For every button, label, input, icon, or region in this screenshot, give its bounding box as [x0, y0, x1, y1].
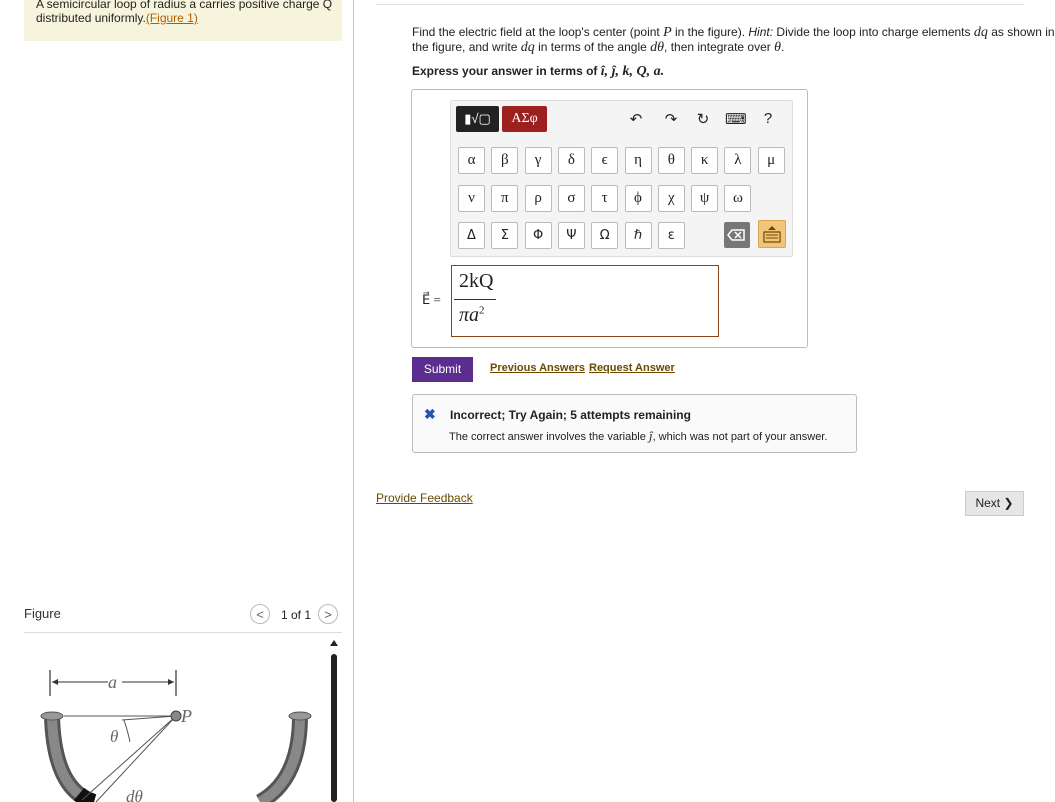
feedback-message-b: , which was not part of your answer.	[652, 431, 828, 443]
provide-feedback-link[interactable]: Provide Feedback	[376, 491, 473, 505]
greek-key[interactable]: ν	[458, 185, 485, 212]
q1c: Divide the loop into charge elements	[773, 25, 974, 39]
templates-button[interactable]: ▮√▢	[456, 106, 499, 132]
point-p-marker	[171, 711, 181, 721]
answer-exponent: 2	[479, 304, 485, 317]
keyboard-shortcuts-icon[interactable]: ⌨	[725, 111, 747, 128]
keyboard-icon	[759, 221, 785, 247]
greek-key[interactable]: Σ	[491, 222, 518, 249]
feedback-title: Incorrect; Try Again; 5 attempts remaining	[450, 408, 691, 422]
undo-icon[interactable]: ↶	[629, 111, 643, 128]
next-button[interactable]: Next ❯	[965, 491, 1024, 516]
q1b: in the figure).	[671, 25, 749, 39]
request-answer-link[interactable]: Request Answer	[589, 362, 675, 374]
greek-key[interactable]: ψ	[691, 185, 718, 212]
answer-denominator	[459, 304, 485, 327]
answer-denominator-text: πa	[459, 304, 480, 326]
fraction-bar	[454, 299, 496, 300]
greek-key[interactable]: θ	[658, 147, 685, 174]
virtual-keyboard-key[interactable]	[758, 220, 786, 248]
label-a: a	[108, 672, 117, 692]
scroll-up-icon[interactable]	[330, 640, 338, 646]
greek-key[interactable]: ϕ	[625, 185, 652, 212]
answer-numerator: 2kQ	[459, 270, 494, 292]
feedback-message-var: ĵ	[648, 428, 653, 443]
feedback-message	[449, 428, 827, 444]
problem-line-2	[36, 11, 342, 25]
backspace-key[interactable]	[724, 222, 750, 248]
greek-key[interactable]: α	[458, 147, 485, 174]
top-divider	[376, 0, 1024, 5]
q2c: , then integrate over	[664, 40, 775, 54]
q2-theta: θ	[774, 40, 781, 55]
greek-key[interactable]: δ	[558, 147, 585, 174]
ray-reference	[122, 716, 176, 720]
figure-scrollbar[interactable]	[330, 640, 338, 802]
greek-key[interactable]: ℏ	[625, 222, 652, 249]
figure-count: 1 of 1	[281, 608, 312, 622]
figure-semicircular-loop	[24, 660, 324, 802]
prev-figure-button[interactable]: <	[250, 604, 270, 624]
question-line-1	[412, 25, 1055, 40]
greek-key[interactable]: Ω	[591, 222, 618, 249]
next-figure-button[interactable]: >	[318, 604, 338, 624]
answer-label: E⃗ =	[422, 292, 441, 307]
problem-statement	[24, 0, 342, 41]
express-vars: î, ĵ, k, Q, a.	[600, 64, 665, 79]
submit-button[interactable]: Submit	[412, 357, 473, 382]
dimension-arrow-right	[168, 679, 174, 685]
loop-right-end	[289, 712, 311, 720]
problem-line-2-text: distributed uniformly.	[36, 11, 146, 25]
feedback-message-a: The correct answer involves the variable	[449, 431, 649, 443]
problem-line-1: A semicircular loop of radius a carries positive charge Q	[36, 0, 333, 11]
greek-key[interactable]: Φ	[525, 222, 552, 249]
greek-key[interactable]: ρ	[525, 185, 552, 212]
greek-key[interactable]: π	[491, 185, 518, 212]
label-p: P	[181, 706, 192, 726]
figure-header	[24, 604, 342, 633]
greek-key[interactable]: Δ	[458, 222, 485, 249]
greek-key[interactable]: κ	[691, 147, 718, 174]
greek-key[interactable]: μ	[758, 147, 785, 174]
q2-dq: dq	[520, 40, 535, 55]
backspace-icon	[724, 222, 750, 248]
express-instruction	[412, 64, 664, 80]
question-text	[412, 25, 1055, 55]
redo-icon[interactable]: ↷	[664, 111, 678, 128]
greek-key[interactable]: ε	[658, 222, 685, 249]
q2-dtheta: dθ	[650, 40, 665, 55]
q1-dq: dq	[973, 25, 988, 40]
question-line-2	[412, 40, 1024, 55]
help-icon[interactable]: ?	[763, 110, 773, 127]
q1d: as shown in	[987, 25, 1055, 39]
previous-answers-link[interactable]: Previous Answers	[490, 362, 585, 374]
q2d: .	[781, 40, 785, 54]
dimension-arrow-left	[52, 679, 58, 685]
figure-link[interactable]: (Figure 1)	[145, 11, 198, 25]
angle-arc	[124, 720, 130, 742]
q1-hint: Hint:	[748, 25, 774, 39]
q1-p: P	[663, 25, 672, 40]
greek-key[interactable]: η	[625, 147, 652, 174]
greek-key[interactable]: σ	[558, 185, 585, 212]
reset-icon[interactable]: ↻	[696, 111, 710, 128]
scroll-thumb[interactable]	[331, 654, 337, 802]
charge-element-dq	[79, 794, 94, 802]
express-prefix: Express your answer in terms of	[412, 64, 601, 78]
q2b: in terms of the angle	[534, 40, 651, 54]
greek-key[interactable]: ϵ	[591, 147, 618, 174]
left-panel	[0, 0, 354, 802]
incorrect-icon: ✖	[424, 406, 436, 422]
greek-key[interactable]: ω	[724, 185, 751, 212]
feedback-box	[412, 394, 857, 453]
greek-key[interactable]: β	[491, 147, 518, 174]
figure-title: Figure	[24, 606, 61, 621]
greek-key[interactable]: τ	[591, 185, 618, 212]
q1a: Find the electric field at the loop's center (point	[412, 25, 664, 39]
greek-symbols-button[interactable]: ΑΣφ	[502, 106, 547, 132]
loop-left-end	[41, 712, 63, 720]
label-theta: θ	[110, 727, 119, 746]
greek-key[interactable]: γ	[525, 147, 552, 174]
greek-key[interactable]: χ	[658, 185, 685, 212]
q2a: the figure, and write	[412, 40, 521, 54]
label-dtheta: dθ	[126, 787, 143, 802]
greek-key[interactable]: λ	[724, 147, 751, 174]
greek-key[interactable]: Ψ	[558, 222, 585, 249]
